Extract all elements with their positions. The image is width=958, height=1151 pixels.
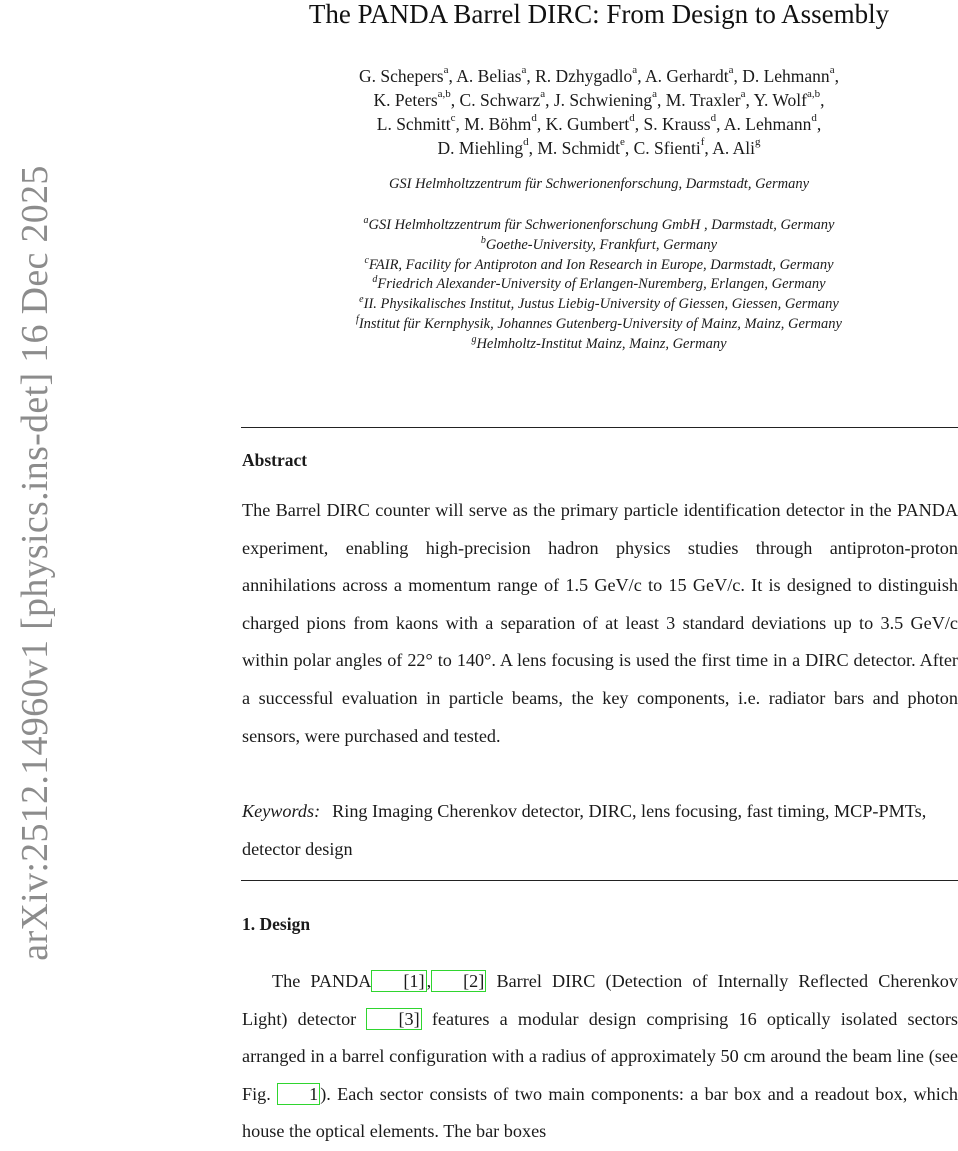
author-name: Y. Wolf: [753, 90, 807, 110]
author-affiliation-mark: d: [523, 136, 529, 149]
author-affiliation-mark: a: [521, 64, 527, 77]
body-text-run: ,: [426, 971, 432, 991]
affiliation-text: Helmholtz-Institut Mainz, Mainz, Germany: [476, 335, 727, 352]
author-name: M. Böhm: [464, 114, 532, 134]
affiliation-text: II. Physikalisches Institut, Justus Liebig-University of Giessen, Giessen, Germany: [363, 296, 839, 313]
paper-title: The PANDA Barrel DIRC: From Design to Assembly: [308, 0, 890, 29]
author-name: S. Krauss: [643, 114, 711, 134]
affiliation-item: [240, 275, 958, 295]
author-affiliation-mark: a: [728, 64, 734, 77]
author-name: R. Dzhygadlo: [535, 66, 633, 86]
author-name: K. Gumbert: [545, 114, 630, 134]
body-text-run: The PANDA: [272, 971, 372, 991]
author-affiliation-mark: a: [829, 64, 835, 77]
affiliation-list: [240, 216, 958, 355]
author-name: G. Schepers: [359, 66, 444, 86]
body-text-run: ). Each sector consists of two main components: a bar box and a readout box, which house the optical elements. The bar boxes: [242, 1083, 958, 1142]
author-affiliation-mark: a: [632, 64, 638, 77]
author-affiliation-mark: a,b: [806, 88, 821, 101]
citation-link[interactable]: [1]: [371, 970, 426, 992]
author-affiliation-mark: a: [540, 88, 546, 101]
author-affiliation-mark: a: [652, 88, 657, 101]
citation-link[interactable]: [2]: [431, 970, 486, 992]
author-line: D. Miehling$^d$, M. Schmidt$^e$, C. Sfienti$^f$, A. Ali$^g$: [437, 136, 761, 158]
keywords-text: Ring Imaging Cherenkov detector, DIRC, lens focusing, fast timing, MCP-PMTs, detector design: [242, 801, 927, 859]
author-name: A. Ali: [712, 138, 755, 158]
author-affiliation-mark: g: [754, 136, 761, 149]
body-text-run: features a modular design comprising 16 optically isolated sectors arranged in a barrel configuration with a radius of approximately 50 cm around the beam line (see Fig.: [242, 1008, 958, 1104]
affiliation-item: [240, 335, 958, 355]
author-name: D. Miehling: [437, 138, 524, 158]
author-name: K. Peters: [373, 90, 438, 110]
keywords: [242, 793, 958, 868]
author-name: M. Schmidt: [537, 138, 620, 158]
section-body: [242, 963, 958, 1151]
keywords-label: Keywords:: [242, 801, 321, 821]
affiliation-item: [240, 295, 958, 315]
affiliation-text: GSI Helmholtzzentrum für Schwerionenforschung GmbH , Darmstadt, Germany: [368, 217, 835, 233]
figure-link[interactable]: 1: [277, 1083, 320, 1105]
author-affiliation-mark: c: [450, 112, 456, 125]
author-affiliation-mark: d: [629, 112, 635, 125]
author-name: M. Traxler: [665, 90, 741, 110]
author-affiliation-mark: e: [619, 136, 625, 149]
affiliation-text: FAIR, Facility for Antiproton and Ion Research in Europe, Darmstadt, Germany: [368, 256, 834, 273]
author-affiliation-mark: d: [531, 112, 537, 125]
author-affiliation-mark: a: [740, 88, 746, 101]
body-text-run: Barrel DIRC (Detection of Internally Reflected Cherenkov Light) detector: [242, 971, 958, 1029]
abstract-heading: Abstract: [242, 450, 308, 470]
affiliation-text: Institut für Kernphysik, Johannes Gutenberg-University of Mainz, Mainz, Germany: [358, 315, 842, 332]
affiliation-label: d: [372, 274, 378, 286]
affiliation-item: [240, 236, 958, 256]
affiliation-item: [240, 315, 958, 335]
author-name: A. Lehmann: [723, 114, 812, 134]
author-line: K. Peters$^{a,b}$, C. Schwarz$^a$, J. Schwiening$^a$, M. Traxler$^a$, Y. Wolf$^{a,b}$,: [373, 88, 825, 110]
author-name: C. Sfienti: [633, 138, 701, 158]
affiliation-text: Goethe-University, Frankfurt, Germany: [485, 236, 718, 253]
abstract-text: The Barrel DIRC counter will serve as the primary particle identification detector in the PANDA experiment, enabling high-precision hadron physics studies through antiproton-proton annihilations across a momentum range of 1.5 GeV/c to 15 GeV/c. It is designed to distinguish charged pions from kaons with a separation of at least 3 standard deviations up to 3.5 GeV/c within polar angles of 22° to 140°. A lens focusing is used the first time in a DIRC detector. After a successful evaluation in particle beams, the key components, i.e. radiator bars and photon sensors, were purchased and tested.: [242, 500, 958, 746]
author-affiliation-mark: a: [443, 64, 449, 77]
affiliation-label: g: [471, 333, 477, 345]
main-affiliation: GSI Helmholtzzentrum für Schwerionenforschung, Darmstadt, Germany: [388, 176, 810, 192]
author-affiliation-mark: f: [700, 136, 705, 149]
affiliation-label: b: [480, 234, 486, 246]
affiliation-item: [240, 256, 958, 276]
author-list: [240, 64, 958, 160]
affiliation-item: [240, 216, 958, 236]
author-affiliation-mark: d: [811, 112, 817, 125]
author-name: A. Gerhardt: [644, 66, 729, 86]
section-heading: 1. Design: [242, 914, 311, 934]
arxiv-side-stamp: [0, 0, 70, 1142]
arxiv-identifier: arXiv:2512.14960v1 [physics.ins-det] 16 Dec 2025: [14, 165, 56, 961]
author-name: J. Schwiening: [553, 90, 653, 110]
affiliation-text: Friedrich Alexander-University of Erlangen-Nuremberg, Erlangen, Germany: [377, 276, 826, 293]
author-line: G. Schepers$^a$, A. Belias$^a$, R. Dzhygadlo$^a$, A. Gerhardt$^a$, D. Lehmann$^a$,: [359, 64, 839, 86]
author-name: C. Schwarz: [459, 90, 541, 110]
top-rule: [241, 427, 958, 428]
affiliation-label: a: [363, 215, 369, 227]
author-affiliation-mark: a,b: [437, 88, 451, 101]
affiliation-label: e: [359, 294, 364, 306]
affiliation-label: f: [356, 314, 359, 326]
author-line: L. Schmitt$^c$, M. Böhm$^d$, K. Gumbert$^d$, S. Krauss$^d$, A. Lehmann$^d$,: [376, 112, 822, 134]
bottom-rule: [241, 880, 958, 881]
author-name: D. Lehmann: [742, 66, 830, 86]
citation-link[interactable]: [3]: [366, 1008, 421, 1030]
affiliation-label: c: [364, 254, 369, 266]
author-affiliation-mark: d: [710, 112, 717, 125]
author-name: L. Schmitt: [376, 114, 451, 134]
author-name: A. Belias: [456, 66, 522, 86]
